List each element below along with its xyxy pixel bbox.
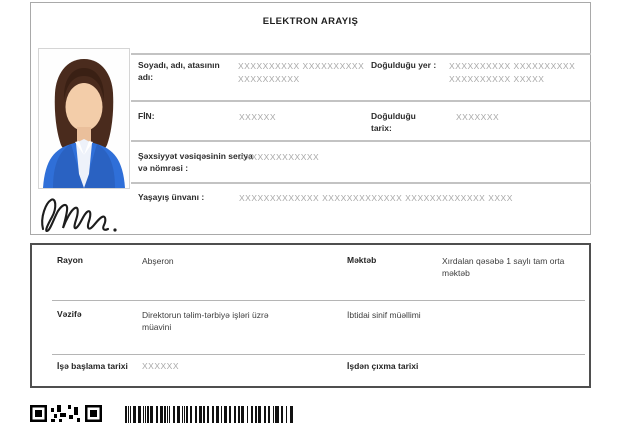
address-label: Yaşayış ünvanı :	[138, 192, 205, 202]
field-separator	[131, 53, 591, 55]
person-avatar-icon	[39, 49, 129, 188]
birthplace-value: XXXXXXXXXX XXXXXXXXXX XXXXXXXXXX XXXXX	[449, 61, 576, 84]
mekteb-value: Xırdalan qəsəbə 1 saylı tam orta məktəb	[442, 256, 565, 279]
row-separator	[52, 354, 585, 355]
field-separator	[131, 182, 591, 184]
id-card-value: XXXXXXXXXXXXX	[239, 152, 320, 162]
start-date-value: XXXXXX	[142, 361, 180, 371]
start-date-label: İşə başlama tarixi	[57, 361, 128, 371]
qr-code-icon	[30, 405, 102, 423]
birthdate-label: Doğulduğu tarix:	[371, 111, 416, 133]
photo-frame	[38, 48, 130, 189]
field-separator	[131, 100, 591, 102]
row-separator	[52, 300, 585, 301]
rayon-value: Abşeron	[142, 256, 174, 266]
fin-value: XXXXXX	[239, 112, 277, 122]
second-position-value: İbtidai sinif müəllimi	[347, 310, 421, 320]
fin-label: FİN:	[138, 111, 155, 121]
vezife-value: Direktorun təlim-tərbiyə işləri üzrə müavini	[142, 310, 269, 333]
end-date-label: İşdən çıxma tarixi	[347, 361, 419, 371]
mekteb-label: Məktəb	[347, 255, 377, 265]
name-label: Soyadı, adı, atasının adı:	[138, 60, 220, 82]
birthplace-label: Doğulduğu yer :	[371, 60, 437, 70]
vezife-label: Vəzifə	[57, 309, 82, 319]
id-card-label: Şəxsiyyət vəsiqəsinin seriya və nömrəsi :	[138, 151, 253, 173]
rayon-label: Rayon	[57, 255, 83, 265]
birthdate-value: XXXXXXX	[456, 112, 500, 122]
barcode-icon	[125, 406, 293, 423]
address-value: XXXXXXXXXXXXX XXXXXXXXXXXXX XXXXXXXXXXXXX XXXX	[239, 193, 513, 203]
signature-icon	[35, 187, 147, 234]
page-title: ELEKTRON ARAYIŞ	[262, 16, 359, 27]
employment-table-card	[30, 243, 591, 388]
certificate-card	[30, 2, 591, 235]
field-separator	[131, 140, 591, 142]
name-value: XXXXXXXXXX XXXXXXXXXX XXXXXXXXXX	[238, 61, 365, 84]
